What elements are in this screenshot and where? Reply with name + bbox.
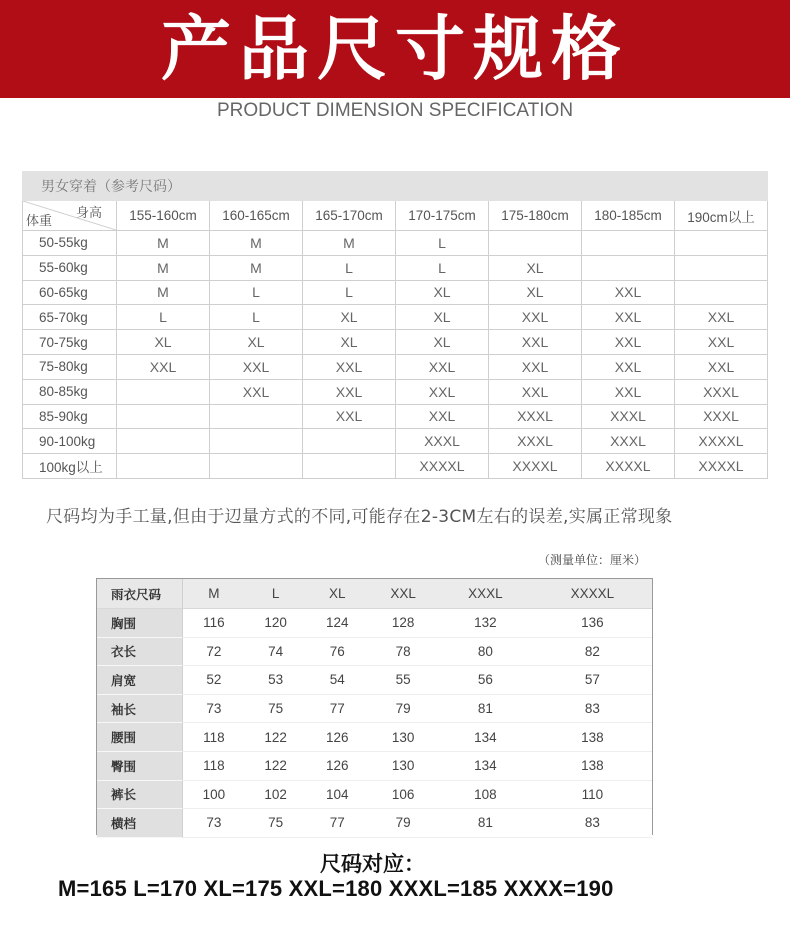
measurement-value: 56 xyxy=(438,666,533,695)
measurement-value: 57 xyxy=(533,666,652,695)
weight-label: 75-80kg xyxy=(23,354,117,379)
size-cell: XXXL xyxy=(582,404,675,429)
measurement-value: 118 xyxy=(183,752,245,781)
measurement-row-label: 腰围 xyxy=(97,723,183,752)
size-cell: XXXL xyxy=(489,429,582,454)
measurement-value: 75 xyxy=(245,809,307,838)
size-cell: M xyxy=(210,255,303,280)
height-column-header: 180-185cm xyxy=(582,201,675,231)
size-cell: XL xyxy=(396,280,489,305)
size-cell xyxy=(303,429,396,454)
measurement-value: 54 xyxy=(306,666,368,695)
size-cell: XXL xyxy=(396,379,489,404)
measurement-value: 73 xyxy=(183,809,245,838)
size-cell: XL xyxy=(489,255,582,280)
size-cell: XXL xyxy=(303,404,396,429)
measurement-size-header: XXXXL xyxy=(533,579,652,609)
measurement-value: 120 xyxy=(245,609,307,638)
measurement-value: 108 xyxy=(438,781,533,810)
measurement-row xyxy=(97,752,652,781)
measurement-value: 80 xyxy=(438,638,533,667)
size-cell: XXL xyxy=(210,354,303,379)
size-cell: M xyxy=(117,280,210,305)
size-cell: XXXXL xyxy=(675,454,768,479)
weight-label: 60-65kg xyxy=(23,280,117,305)
measurement-value: 82 xyxy=(533,638,652,667)
size-cell xyxy=(117,454,210,479)
measurement-value: 106 xyxy=(368,781,438,810)
measurement-row xyxy=(97,638,652,667)
measurement-row-label: 臀围 xyxy=(97,752,183,781)
size-cell: XXL xyxy=(396,404,489,429)
measurement-row-label: 胸围 xyxy=(97,609,183,638)
size-cell xyxy=(489,231,582,256)
size-table-row xyxy=(23,379,768,404)
size-cell: XXL xyxy=(675,330,768,355)
size-cell: XL xyxy=(489,280,582,305)
measurement-size-header: XXXL xyxy=(438,579,533,609)
size-cell: XXXL xyxy=(675,379,768,404)
height-axis-label: 身高 xyxy=(75,205,102,220)
height-column-header: 175-180cm xyxy=(489,201,582,231)
measurement-row-label: 裤长 xyxy=(97,781,183,810)
page-title: 产品尺寸规格 xyxy=(161,8,629,90)
measurement-note: 尺码均为手工量,但由于辺量方式的不同,可能存在2-3CM左右的误差,实属正常现象 xyxy=(46,507,673,527)
measurement-value: 83 xyxy=(533,695,652,724)
size-table-row xyxy=(23,354,768,379)
size-cell: XL xyxy=(117,330,210,355)
height-column-header: 170-175cm xyxy=(396,201,489,231)
size-table-caption-row xyxy=(23,172,768,201)
size-cell: XL xyxy=(303,330,396,355)
measurement-table-panel xyxy=(96,578,653,835)
size-table-row xyxy=(23,429,768,454)
measurement-size-header: XXL xyxy=(368,579,438,609)
size-cell: XXXL xyxy=(582,429,675,454)
size-cell xyxy=(210,404,303,429)
weight-label: 80-85kg xyxy=(23,379,117,404)
measurement-value: 110 xyxy=(533,781,652,810)
measurement-row-label: 衣长 xyxy=(97,638,183,667)
size-cell: XXXXL xyxy=(489,454,582,479)
size-cell xyxy=(582,231,675,256)
measurement-value: 78 xyxy=(368,638,438,667)
measurement-row xyxy=(97,666,652,695)
measurement-size-header: L xyxy=(245,579,307,609)
size-table-caption: 男女穿着（参考尺码） xyxy=(23,172,768,201)
size-reference-table xyxy=(22,171,768,479)
size-cell: L xyxy=(210,280,303,305)
size-cell xyxy=(210,429,303,454)
measurement-value: 73 xyxy=(183,695,245,724)
measurement-value: 134 xyxy=(438,752,533,781)
size-cell: XXXL xyxy=(396,429,489,454)
measurement-value: 77 xyxy=(306,695,368,724)
size-cell xyxy=(303,454,396,479)
weight-label: 55-60kg xyxy=(23,255,117,280)
size-cell: XXXXL xyxy=(582,454,675,479)
size-cell: XL xyxy=(303,305,396,330)
measurement-row-label: 袖长 xyxy=(97,695,183,724)
measurement-row xyxy=(97,609,652,638)
size-mapping-title: 尺码对应： xyxy=(320,852,425,876)
size-cell: XXL xyxy=(303,379,396,404)
size-cell xyxy=(582,255,675,280)
measurement-value: 126 xyxy=(306,752,368,781)
measurement-value: 130 xyxy=(368,723,438,752)
measurement-row-label: 横档 xyxy=(97,809,183,838)
measurement-value: 77 xyxy=(306,809,368,838)
size-cell: XXL xyxy=(396,354,489,379)
measurement-value: 81 xyxy=(438,695,533,724)
size-cell: XXL xyxy=(582,280,675,305)
size-cell: XXL xyxy=(582,379,675,404)
weight-label: 100kg以上 xyxy=(23,454,117,479)
measurement-corner-label: 雨衣尺码 xyxy=(97,579,183,609)
size-cell: M xyxy=(117,231,210,256)
measurement-value: 132 xyxy=(438,609,533,638)
size-table-header-row xyxy=(23,201,768,231)
measurement-value: 83 xyxy=(533,809,652,838)
size-cell: M xyxy=(210,231,303,256)
height-column-header: 190cm以上 xyxy=(675,201,768,231)
size-cell xyxy=(675,255,768,280)
size-cell: L xyxy=(396,231,489,256)
measurement-value: 136 xyxy=(533,609,652,638)
size-cell: XXXL xyxy=(675,404,768,429)
weight-label: 50-55kg xyxy=(23,231,117,256)
weight-label: 85-90kg xyxy=(23,404,117,429)
size-table-row xyxy=(23,305,768,330)
size-table-row xyxy=(23,330,768,355)
measurement-value: 102 xyxy=(245,781,307,810)
size-cell: XXL xyxy=(489,354,582,379)
measurement-value: 104 xyxy=(306,781,368,810)
size-table-corner xyxy=(23,201,117,231)
measurement-row-label: 肩宽 xyxy=(97,666,183,695)
weight-label: 65-70kg xyxy=(23,305,117,330)
measurement-value: 81 xyxy=(438,809,533,838)
size-cell: XXL xyxy=(582,354,675,379)
size-cell: L xyxy=(303,255,396,280)
measurement-header-row xyxy=(97,579,652,609)
measurement-value: 126 xyxy=(306,723,368,752)
measurement-value: 124 xyxy=(306,609,368,638)
size-cell: XXL xyxy=(303,354,396,379)
measurement-value: 55 xyxy=(368,666,438,695)
measurement-value: 79 xyxy=(368,695,438,724)
size-cell: XL xyxy=(396,330,489,355)
size-cell: L xyxy=(303,280,396,305)
measurement-value: 118 xyxy=(183,723,245,752)
measurement-value: 79 xyxy=(368,809,438,838)
measurement-value: 72 xyxy=(183,638,245,667)
measurement-size-header: XL xyxy=(306,579,368,609)
measurement-value: 75 xyxy=(245,695,307,724)
unit-note: （测量单位：厘米） xyxy=(538,553,647,567)
size-cell xyxy=(117,379,210,404)
size-cell: L xyxy=(396,255,489,280)
size-cell: XXL xyxy=(117,354,210,379)
size-cell: L xyxy=(210,305,303,330)
size-cell: XXL xyxy=(582,305,675,330)
measurement-value: 122 xyxy=(245,723,307,752)
measurement-value: 76 xyxy=(306,638,368,667)
size-cell: XXL xyxy=(675,354,768,379)
size-cell: XXL xyxy=(489,305,582,330)
measurement-value: 122 xyxy=(245,752,307,781)
measurement-value: 138 xyxy=(533,723,652,752)
size-cell: XXL xyxy=(489,379,582,404)
page-subtitle: PRODUCT DIMENSION SPECIFICATION xyxy=(216,100,574,121)
measurement-value: 130 xyxy=(368,752,438,781)
weight-label: 70-75kg xyxy=(23,330,117,355)
size-cell xyxy=(210,454,303,479)
measurement-value: 74 xyxy=(245,638,307,667)
size-cell: XXL xyxy=(210,379,303,404)
size-table-row xyxy=(23,454,768,479)
measurement-value: 134 xyxy=(438,723,533,752)
measurement-row xyxy=(97,695,652,724)
size-cell xyxy=(117,429,210,454)
size-mapping-line: M=165 L=170 XL=175 XXL=180 XXXL=185 XXXX=190 xyxy=(58,876,614,901)
size-table-row xyxy=(23,255,768,280)
size-cell: XXXXL xyxy=(675,429,768,454)
height-column-header: 155-160cm xyxy=(117,201,210,231)
measurement-value: 100 xyxy=(183,781,245,810)
height-column-header: 160-165cm xyxy=(210,201,303,231)
weight-label: 90-100kg xyxy=(23,429,117,454)
size-cell: XXXL xyxy=(489,404,582,429)
size-cell: XXL xyxy=(489,330,582,355)
size-table-row xyxy=(23,231,768,256)
header-banner xyxy=(0,0,790,98)
measurement-value: 53 xyxy=(245,666,307,695)
size-cell xyxy=(117,404,210,429)
size-cell xyxy=(675,280,768,305)
size-cell: M xyxy=(303,231,396,256)
height-column-header: 165-170cm xyxy=(303,201,396,231)
size-cell: XXXXL xyxy=(396,454,489,479)
measurement-value: 52 xyxy=(183,666,245,695)
measurement-row xyxy=(97,781,652,810)
size-cell: XL xyxy=(210,330,303,355)
measurement-value: 138 xyxy=(533,752,652,781)
measurement-value: 128 xyxy=(368,609,438,638)
size-cell: XXL xyxy=(582,330,675,355)
measurement-value: 116 xyxy=(183,609,245,638)
size-cell: M xyxy=(117,255,210,280)
measurement-size-header: M xyxy=(183,579,245,609)
size-cell xyxy=(675,231,768,256)
measurement-row xyxy=(97,723,652,752)
size-cell: XXL xyxy=(675,305,768,330)
size-table-row xyxy=(23,280,768,305)
measurement-table xyxy=(97,579,652,838)
size-cell: XL xyxy=(396,305,489,330)
size-cell: L xyxy=(117,305,210,330)
weight-axis-label: 体重 xyxy=(26,213,53,228)
measurement-row xyxy=(97,809,652,838)
size-table-row xyxy=(23,404,768,429)
